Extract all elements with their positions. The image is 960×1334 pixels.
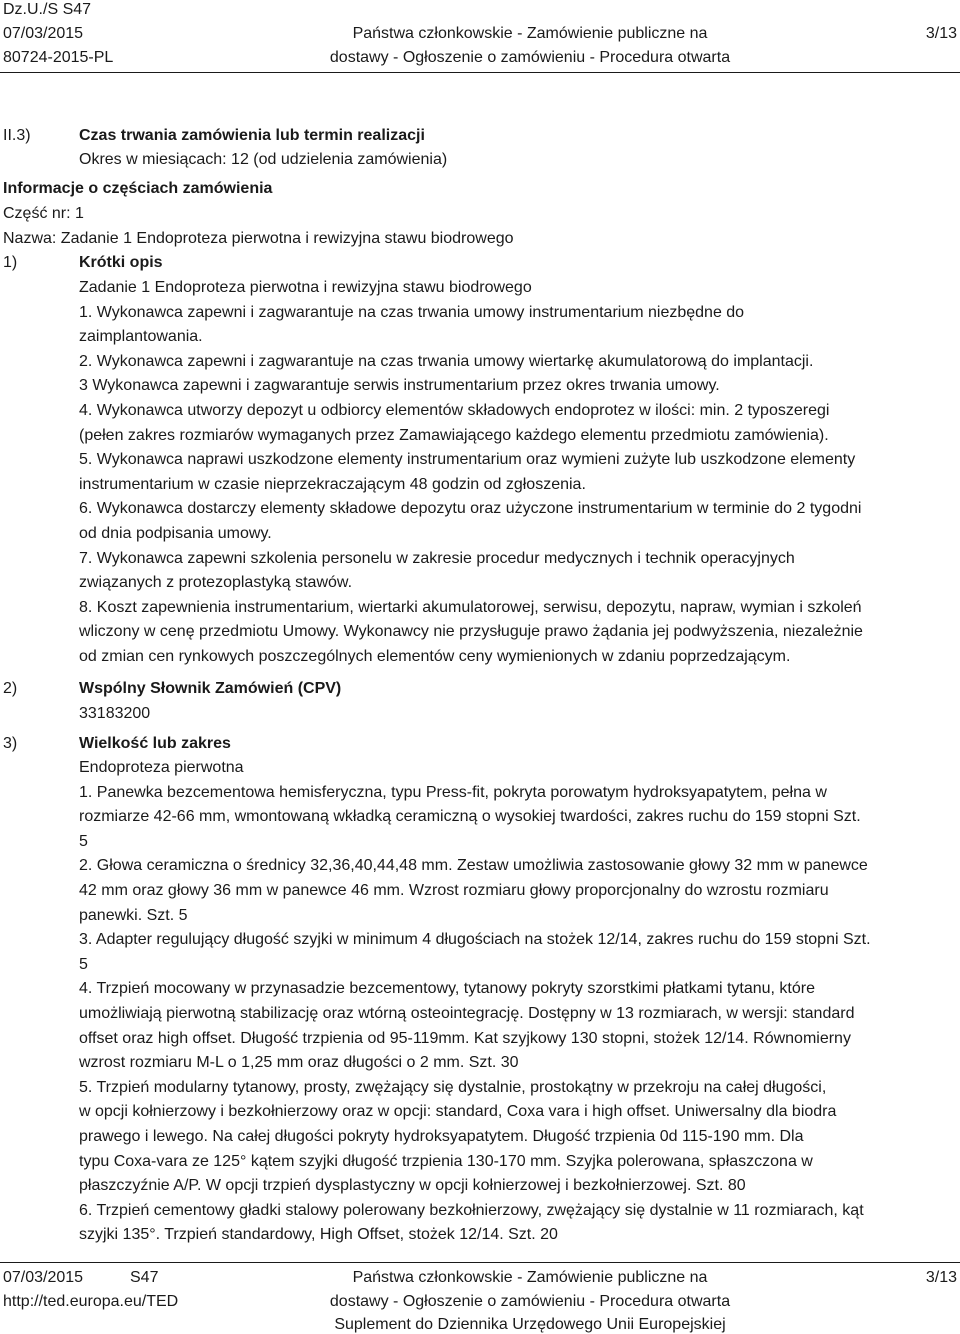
scope-line: rozmiarze 42-66 mm, wmontowaną wkładką ceramiczną o wysokiej twardości, zakres ruchu do 159 stopni Szt. <box>79 808 861 826</box>
scope-line: 5. Trzpień modularny tytanowy, prosty, zwężający się dystalnie, prostokątny w przekroju na całej długości, <box>79 1078 827 1096</box>
scope-line: Endoproteza pierwotna <box>79 759 244 776</box>
description-line: (pełen zakres rozmiarów wymaganych przez Zamawiającego każdego elementu przedmiotu zamówienia). <box>79 426 829 444</box>
footer-date: 07/03/2015 <box>3 1269 84 1286</box>
scope-line: 5 <box>79 832 88 850</box>
item1-title: Krótki opis <box>79 254 163 271</box>
lots-heading: Informacje o częściach zamówienia <box>3 180 273 197</box>
scope-line: wzrost rozmiaru M-L o 1,25 mm oraz długości o 2 mm. Szt. 30 <box>79 1054 519 1072</box>
scope-line: 2. Głowa ceramiczna o średnicy 32,36,40,44,48 mm. Zestaw umożliwia zastosowanie głowy 32 mm w panewce <box>79 857 868 875</box>
scope-line: offset oraz high offset. Długość trzpienia od 95-119mm. Kat szyjkowy 130 stopni, stożek 12/14. Równomierny <box>79 1029 851 1047</box>
description-line: 6. Wykonawca dostarczy elementy składowe depozytu oraz użyczone instrumentarium w terminie do 2 tygodni <box>79 500 862 518</box>
item2-number: 2) <box>3 680 18 697</box>
description-line: 7. Wykonawca zapewni szkolenia personelu w zakresie procedur medycznych i technik operacyjnych <box>79 549 795 567</box>
header-date: 07/03/2015 <box>3 25 84 42</box>
item1-number: 1) <box>3 254 18 271</box>
lot-number: Część nr: 1 <box>3 205 84 222</box>
footer-title-line2: dostawy - Ogłoszenie o zamówieniu - Procedura otwarta <box>329 1293 731 1310</box>
description-line: wliczony w cenę przedmiotu Umowy. Wykonawcy nie przysługuje prawo żądania jej podwyższenia, niezależnie <box>79 623 863 641</box>
footer-series: S47 <box>130 1269 159 1286</box>
header-title-line1: Państwa członkowskie - Zamówienie publiczne na <box>352 25 708 42</box>
description-line: od dnia podpisania umowy. <box>79 524 272 542</box>
footer-title-line3: Suplement do Dziennika Urzędowego Unii Europejskiej <box>334 1316 726 1333</box>
duration-text: Okres w miesiącach: 12 (od udzielenia zamówienia) <box>79 151 448 168</box>
scope-line: 6. Trzpień cementowy gładki stalowy polerowany bezkołnierzowy, zwężający się dystalnie w 11 rozmiarach, kąt <box>79 1201 864 1219</box>
scope-line: szyjki 135°. Trzpień standardowy, High Offset, stożek 12/14. Szt. 20 <box>79 1226 558 1244</box>
scope-line: 42 mm oraz głowy 36 mm w panewce 46 mm. Wzrost rozmiaru głowy proporcjonalny do wzrostu rozmiaru <box>79 881 829 899</box>
scope-line: umożliwiają pierwotną stabilizację oraz wtórną osteointegrację. Dostępny w 13 rozmiarach, w wersji: standard <box>79 1004 855 1022</box>
scope-line: płaszczyźnie A/P. W opcji trzpień dysplastyczny w opcji kołnierzowej i bezkołnierzowej. Szt. 80 <box>79 1177 746 1195</box>
description-line: 5. Wykonawca naprawi uszkodzone elementy instrumentarium oraz wymieni zużyte lub uszkodzone elementy <box>79 451 856 469</box>
description-line: Zadanie 1 Endoproteza pierwotna i rewizyjna stawu biodrowego <box>79 279 532 296</box>
description-line: 1. Wykonawca zapewni i zagwarantuje na czas trwania umowy instrumentarium niezbędne do <box>79 303 745 321</box>
footer-page-number: 3/13 <box>925 1269 957 1286</box>
description-line: 2. Wykonawca zapewni i zagwarantuje na czas trwania umowy wiertarkę akumulatorową do implantacji. <box>79 352 814 370</box>
description-line: związanych z protezoplastyką stawów. <box>79 574 353 592</box>
cpv-code: 33183200 <box>79 705 151 722</box>
item2-title: Wspólny Słownik Zamówień (CPV) <box>79 680 342 697</box>
description-line: zaimplantowania. <box>79 328 203 346</box>
section-title: Czas trwania zamówienia lub termin realizacji <box>79 127 425 144</box>
item3-number: 3) <box>3 735 18 752</box>
short-description <box>79 276 957 670</box>
lot-name: Nazwa: Zadanie 1 Endoproteza pierwotna i rewizyjna stawu biodrowego <box>3 230 514 247</box>
scope-line: typu Coxa-vara ze 125° kątem szyjki długość trzpienia 130-170 mm. Szyjka polerowana, spłaszczona w <box>79 1152 813 1170</box>
scope-line: w opcji kołnierzowy i bezkołnierzowy oraz w opcji: standard, Coxa vara i high offset. Uniwersalny dla biodra <box>79 1103 837 1121</box>
description-line: instrumentarium w czasie nieprzekraczającym 48 godzin od zgłoszenia. <box>79 475 586 493</box>
scope-line: 1. Panewka bezcementowa hemisferyczna, typu Press-fit, pokryta porowatym hydroksyapatytem, pełna w <box>79 783 827 801</box>
footer-divider <box>0 1262 960 1263</box>
header-divider <box>0 72 960 73</box>
scope-description <box>79 756 957 1248</box>
description-line: 4. Wykonawca utworzy depozyt u odbiorcy elementów składowych endoprotez w ilości: min. 2 typoszeregi <box>79 401 830 419</box>
scope-line: 5 <box>79 955 88 973</box>
footer-url[interactable]: http://ted.europa.eu/TED <box>3 1293 179 1310</box>
notice-number: 80724-2015-PL <box>3 49 114 66</box>
footer-title-line1: Państwa członkowskie - Zamówienie publiczne na <box>352 1269 708 1286</box>
description-line: 3 Wykonawca zapewni i zagwarantuje serwis instrumentarium przez okres trwania umowy. <box>79 377 720 395</box>
journal-ref: Dz.U./S S47 <box>3 1 92 18</box>
section-number: II.3) <box>3 127 31 144</box>
description-line: od zmian cen rynkowych poszczególnych elementów ceny wymienionych w zdaniu poprzedzającym. <box>79 647 791 665</box>
scope-line: 3. Adapter regulujący długość szyjki w minimum 4 długościach na stożek 12/14, zakres ruchu do 159 stopni Szt. <box>79 931 871 949</box>
header-page-number: 3/13 <box>925 25 957 42</box>
scope-line: 4. Trzpień mocowany w przynasadzie bezcementowy, tytanowy pokryty szorstkimi płatkami tytanu, które <box>79 980 815 998</box>
description-line: 8. Koszt zapewnienia instrumentarium, wiertarki akumulatorowej, serwisu, depozytu, napraw, wymian i szkoleń <box>79 598 862 616</box>
item3-title: Wielkość lub zakres <box>79 735 231 752</box>
header-title-line2: dostawy - Ogłoszenie o zamówieniu - Procedura otwarta <box>329 49 731 66</box>
scope-line: panewki. Szt. 5 <box>79 906 188 924</box>
scope-line: prawego i lewego. Na całej długości pokryty hydroksyapatytem. Długość trzpienia 0d 115-190 mm. Dla <box>79 1127 804 1145</box>
